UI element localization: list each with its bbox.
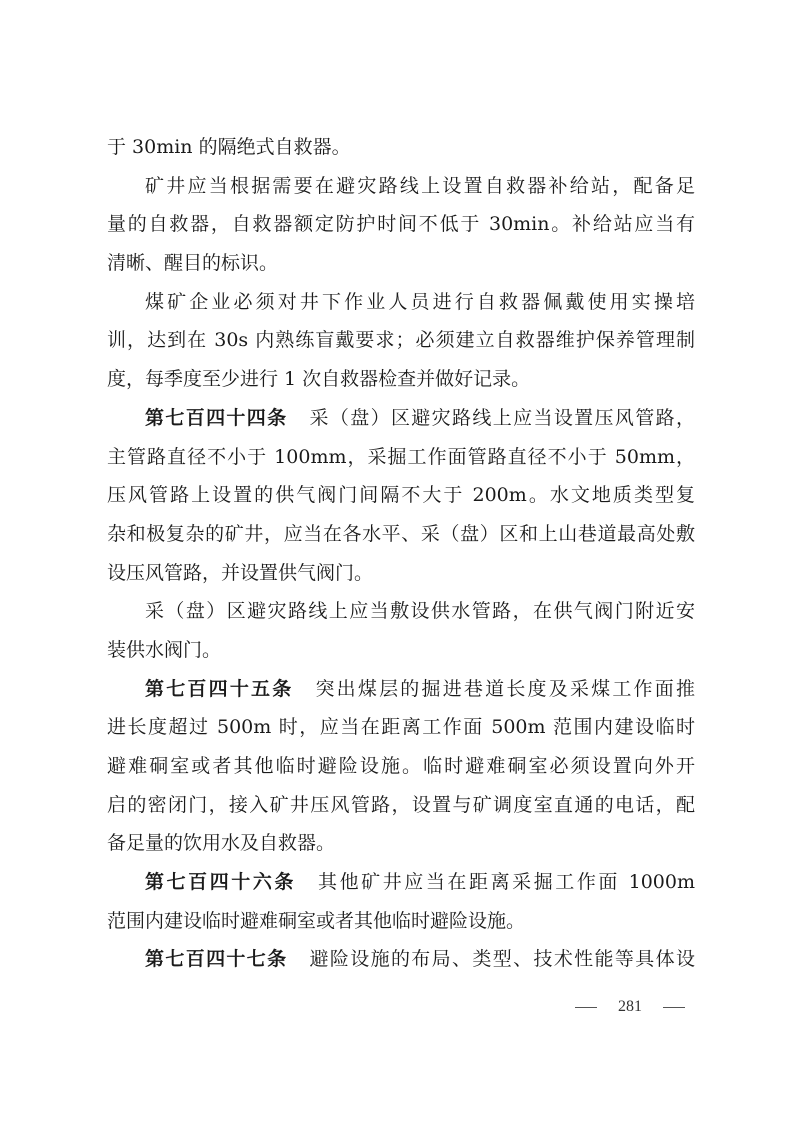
line-text: 矿井应当根据需要在避灾路线上设置自救器补给站，配备足 [145, 174, 695, 197]
line-text: 突出煤层的掘进巷道长度及采煤工作面推 [315, 677, 695, 700]
text-line [107, 244, 695, 283]
line-text: 压风管路上设置的供气阀门间隔不大于 200m。水文地质类型复 [107, 484, 695, 507]
line-text: 装供水阀门。 [107, 638, 222, 661]
text-line [107, 321, 695, 360]
line-text: 其他矿井应当在距离采掘工作面 1000m [318, 871, 695, 894]
text-line [107, 940, 695, 979]
text-line [107, 592, 695, 631]
line-text: 清晰、醒目的标识。 [107, 252, 279, 275]
paragraph [107, 167, 695, 283]
article-number: 第七百四十五条 [145, 677, 294, 700]
article-number: 第七百四十七条 [145, 948, 288, 971]
text-line [107, 554, 695, 593]
footer-dash-left [575, 1007, 597, 1008]
line-text: 备足量的饮用水及自救器。 [107, 832, 336, 855]
line-text: 煤矿企业必须对井下作业人员进行自救器佩戴使用实操培 [145, 290, 695, 313]
line-text: 杂和极复杂的矿井，应当在各水平、采（盘）区和上山巷道最高处敷 [107, 522, 695, 545]
article-number: 第七百四十四条 [145, 406, 288, 429]
article-paragraph [107, 863, 695, 940]
text-line [107, 863, 695, 902]
line-text: 避险设施的布局、类型、技术性能等具体设 [309, 948, 695, 971]
text-line [107, 128, 695, 167]
article-number: 第七百四十六条 [145, 871, 296, 894]
text-line [107, 670, 695, 709]
text-line [107, 824, 695, 863]
paragraph [107, 283, 695, 399]
article-paragraph [107, 940, 695, 979]
line-text: 设压风管路，并设置供气阀门。 [107, 561, 374, 584]
paragraph [107, 592, 695, 669]
line-text: 避难硐室或者其他临时避险设施。临时避难硐室必须设置向外开 [107, 755, 695, 777]
line-text: 训，达到在 30s 内熟练盲戴要求；必须建立自救器维护保养管理制 [107, 329, 695, 352]
text-line [107, 476, 695, 515]
paragraph [107, 128, 695, 167]
text-line [107, 708, 695, 747]
article-paragraph [107, 399, 695, 592]
line-text: 量的自救器，自救器额定防护时间不低于 30min。补给站应当有 [107, 213, 695, 236]
text-line [107, 902, 695, 941]
text-line [107, 399, 695, 438]
text-line [107, 631, 695, 670]
line-text: 于 30min 的隔绝式自救器。 [107, 136, 351, 158]
body-text [107, 128, 695, 979]
text-line [107, 747, 695, 786]
text-line [107, 786, 695, 825]
line-text: 度，每季度至少进行 1 次自救器检查并做好记录。 [107, 368, 531, 391]
footer-dash-right [663, 1007, 685, 1008]
line-text: 采（盘）区避灾路线上应当设置压风管路， [309, 406, 695, 429]
line-text: 进长度超过 500m 时，应当在距离工作面 500m 范围内建设临时 [107, 716, 695, 739]
text-line [107, 167, 695, 206]
text-line [107, 515, 695, 554]
article-paragraph [107, 670, 695, 863]
text-line [107, 438, 695, 477]
page-number: 281 [618, 998, 642, 1015]
text-line [107, 205, 695, 244]
page-footer [575, 998, 685, 1016]
line-text: 范围内建设临时避难硐室或者其他临时避险设施。 [107, 909, 526, 932]
text-line [107, 360, 695, 399]
line-text: 采（盘）区避灾路线上应当敷设供水管路，在供气阀门附近安 [145, 600, 695, 623]
text-line [107, 283, 695, 322]
line-text: 启的密闭门，接入矿井压风管路，设置与矿调度室直通的电话，配 [107, 793, 695, 816]
line-text: 主管路直径不小于 100mm，采掘工作面管路直径不小于 50mm， [107, 445, 695, 468]
